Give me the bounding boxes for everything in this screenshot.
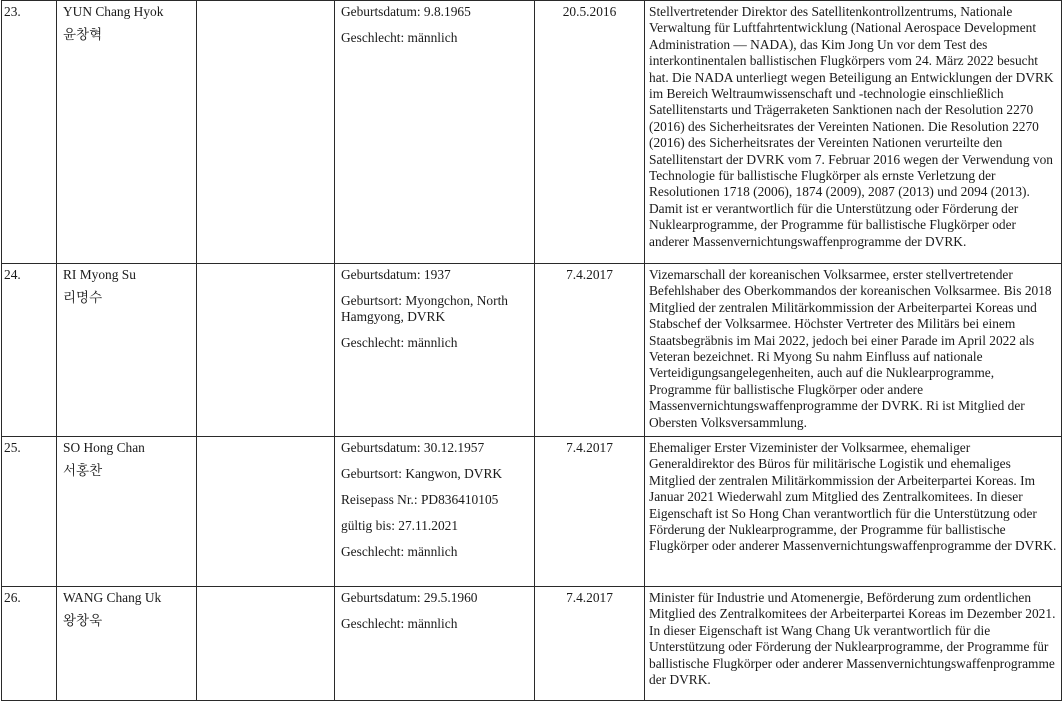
identifying-info-line: Geburtsdatum: 1937 [341,267,451,282]
empty-cell [197,437,335,587]
identifying-info-line: Geschlecht: männlich [341,335,458,351]
reasons-text: Minister für Industrie und Atomenergie, Beförderung zum ordentlichen Mitglied des Zentralkomitees der Arbeiterpartei Koreas im Dezember 2021. In dieser Eigenschaft ist Wang Chang Uk verantwortlich für die Unterstützung oder Förderung der Nuklearprogramme, der Programme für ballistische Flugkörper oder anderer Massenvernichtungswaffenprogramme der DVRK. [645,587,1062,701]
identifying-info-cell [335,264,535,437]
entry-name-cell [57,587,197,701]
empty-cell [197,1,335,264]
name-korean: 윤창혁 [63,27,103,44]
entry-number: 23. [2,1,57,264]
empty-cell [197,264,335,437]
name-korean: 왕창욱 [63,613,103,630]
identifying-info-line: Geschlecht: männlich [341,616,458,631]
identifying-info-line: Geburtsort: Myongchon, North Hamgyong, DVRK [341,293,508,325]
entry-name-cell [57,264,197,437]
identifying-info-line: Geburtsort: Kangwon, DVRK [341,466,503,481]
identifying-info-line: gültig bis: 27.11.2021 [341,518,459,533]
date-of-listing: 20.5.2016 [535,1,645,264]
identifying-info-line: Geschlecht: männlich [341,30,458,45]
name-latin: SO Hong Chan [63,440,145,455]
identifying-info-line: Geschlecht: männlich [341,544,458,559]
table-row [2,264,1062,437]
entry-number: 24. [2,264,57,437]
entry-name-cell [57,1,197,264]
identifying-info-line: Geburtsdatum: 30.12.1957 [341,440,485,455]
identifying-info-line: Geburtsdatum: 29.5.1960 [341,590,478,605]
table-row [2,437,1062,587]
name-korean: 서홍찬 [63,463,103,480]
date-of-listing: 7.4.2017 [535,587,645,701]
empty-cell [197,587,335,701]
reasons-text: Ehemaliger Erster Vizeminister der Volksarmee, ehemaliger Generaldirektor des Büros für militärische Logistik und ehemaliges Mitglied der zentralen Militärkommission der Arbeiterpartei Koreas. Im Januar 2021 Wiederwahl zum Mitglied des Zentralkomitees. In dieser Eigenschaft ist So Hong Chan verantwortlich für die Unterstützung oder Förderung der Nuklearprogramme, der Programme für ballistische Flugkörper oder anderer Massenvernichtungswaffenprogramme der DVRK. [645,437,1062,587]
identifying-info-line: Geburtsdatum: 9.8.1965 [341,4,471,19]
name-latin: WANG Chang Uk [63,590,162,605]
entry-number: 26. [2,587,57,701]
table-row [2,1,1062,264]
identifying-info-cell [335,1,535,264]
name-latin: YUN Chang Hyok [63,4,164,19]
entry-number: 25. [2,437,57,587]
date-of-listing: 7.4.2017 [535,437,645,587]
reasons-text: Stellvertretender Direktor des Satellitenkontrollzentrums, Nationale Verwaltung für Luftfahrtentwicklung (National Aerospace Development Administration — NADA), das Kim Jong Un vor dem Test des interkontinentalen ballistischen Flugkörpers vom 24. März 2022 besucht hat. Die NADA unterliegt wegen Beteiligung an Entwicklungen der DVRK im Bereich Weltraumwissenschaft und -technologie einschließlich Satellitenstarts und Trägerraketen Sanktionen nach der Resolution 2270 (2016) des Sicherheitsrates der Vereinten Nationen. Die Resolution 2270 (2016) des Sicherheitsrates der Vereinten Nationen verurteilte den Satellitenstart der DVRK vom 7. Februar 2016 wegen der Verwendung von Technologie für ballistische Flugkörper als ernste Verletzung der Resolutionen 1718 (2006), 1874 (2009), 2087 (2013) und 2094 (2013). Damit ist er verantwortlich für die Unterstützung oder Förderung der Nuklearprogramme, der Programme für ballistische Flugkörper oder anderer Massenvernichtungswaffenprogramme der DVRK. [645,1,1062,264]
identifying-info-cell [335,437,535,587]
date-of-listing: 7.4.2017 [535,264,645,437]
identifying-info-cell [335,587,535,701]
name-korean: 리명수 [63,290,103,307]
reasons-text: Vizemarschall der koreanischen Volksarmee, erster stellvertretender Befehlshaber des Oberkommandos der koreanischen Volksarmee. Bis 2018 Mitglied der zentralen Militärkommission der Arbeiterpartei Koreas und Stabschef der Volksarmee. Höchster Vertreter des Militärs bei einem Staatsbegräbnis im Mai 2022, jedoch bei einer Parade im April 2022 als Veteran bezeichnet. Ri Myong Su nahm Einfluss auf nationale Verteidigungsangelegenheiten, auch auf die Nuklearprogramme, Programme für ballistische Flugkörper oder andere Massenvernichtungswaffenprogramme der DVRK. Ri ist Mitglied der Obersten Volksversammlung. [645,264,1062,437]
sanctions-table [1,0,1062,701]
entry-name-cell [57,437,197,587]
table-row [2,587,1062,701]
name-latin: RI Myong Su [63,267,136,282]
identifying-info-line: Reisepass Nr.: PD836410105 [341,492,499,507]
